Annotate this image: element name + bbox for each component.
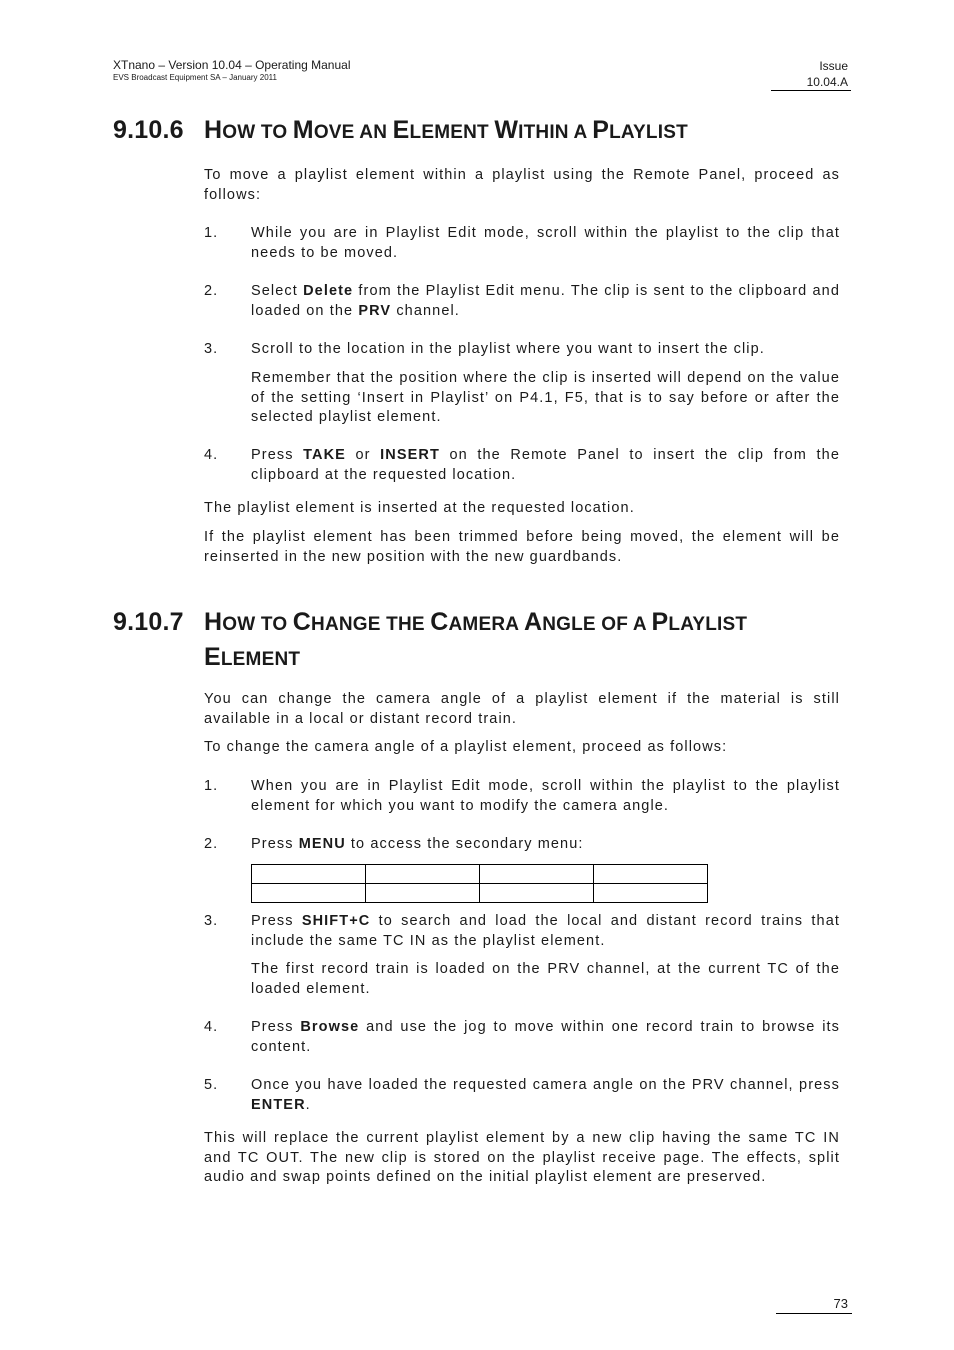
publisher-line: EVS Broadcast Equipment SA – January 2011 (113, 73, 277, 82)
page-number: 73 (833, 1296, 848, 1311)
step-text: Press TAKE or INSERT on the Remote Panel to insert the clip from the clipboard at the requested location. (251, 447, 840, 483)
section1-outro: If the playlist element has been trimmed before being moved, the element will be reinserted in the new position with the new guardbands. (204, 529, 840, 565)
step-text: When you are in Playlist Edit mode, scroll within the playlist to the playlist element for which you want to modify the camera angle. (251, 778, 840, 814)
menu-cell (252, 865, 366, 884)
heading-text: HOW TO CHANGE THE CAMERA ANGLE OF A PLAYLIST (204, 608, 748, 636)
footer-rule (776, 1313, 852, 1314)
step-text: Once you have loaded the requested camera angle on the PRV channel, press ENTER. (251, 1077, 840, 1113)
step-number: 4. (204, 1019, 219, 1035)
step-text: Scroll to the location in the playlist where you want to insert the clip. (251, 341, 765, 357)
section2-intro: To change the camera angle of a playlist element, proceed as follows: (204, 739, 728, 755)
section1-outro: The playlist element is inserted at the requested location. (204, 500, 635, 516)
menu-cell (252, 884, 366, 903)
step-note: The first record train is loaded on the PRV channel, at the current TC of the loaded element. (251, 961, 840, 997)
heading-text: HOW TO MOVE AN ELEMENT WITHIN A PLAYLIST (204, 116, 688, 144)
step-note: Remember that the position where the clip is inserted will depend on the value of the setting ‘Insert in Playlist’ on P4.1, F5, that is to say before or after the selected playlist element. (251, 370, 840, 425)
section-number: 9.10.7 (113, 608, 184, 636)
issue-value: 10.04.A (806, 75, 848, 89)
heading-text-line2: ELEMENT (204, 643, 301, 671)
step-number: 3. (204, 913, 219, 929)
page-header (113, 58, 351, 83)
step-text: Press SHIFT+C to search and load the local and distant record trains that include the same TC IN as the playlist element. (251, 913, 840, 949)
manual-title: XTnano – Version 10.04 – Operating Manual (113, 58, 351, 72)
header-rule (771, 90, 851, 91)
step-number: 3. (204, 341, 219, 357)
step-number: 2. (204, 283, 219, 299)
step-text: Select Delete from the Playlist Edit menu. The clip is sent to the clipboard and loaded on the PRV channel. (251, 283, 841, 319)
step-text: Press MENU to access the secondary menu: (251, 836, 584, 852)
section2-intro: You can change the camera angle of a playlist element if the material is still available in a local or distant record train. (204, 691, 840, 727)
issue-label: Issue (819, 59, 848, 73)
step-number: 1. (204, 778, 219, 794)
menu-cell (594, 865, 708, 884)
menu-cell (366, 884, 480, 903)
menu-cell (480, 884, 594, 903)
section-heading-9-10-6 (113, 114, 688, 149)
step-text: While you are in Playlist Edit mode, scroll within the playlist to the clip that needs to be moved. (251, 225, 840, 261)
secondary-menu-grid (251, 864, 708, 903)
step-number: 4. (204, 447, 219, 463)
menu-cell (366, 865, 480, 884)
section1-intro: To move a playlist element within a playlist using the Remote Panel, proceed as follows: (204, 167, 840, 203)
menu-cell (594, 884, 708, 903)
step-text: Press Browse and use the jog to move within one record train to browse its content. (251, 1019, 840, 1055)
section2-outro: This will replace the current playlist element by a new clip having the same TC IN and TC OUT. The new clip is stored on the playlist receive page. The effects, split audio and swap points defined on the initial playlist element are preserved. (204, 1130, 840, 1185)
step-number: 2. (204, 836, 219, 852)
section-number: 9.10.6 (113, 116, 184, 144)
section-heading-9-10-7 (113, 606, 747, 676)
step-number: 5. (204, 1077, 219, 1093)
menu-cell (480, 865, 594, 884)
step-number: 1. (204, 225, 219, 241)
issue-block (807, 58, 848, 90)
